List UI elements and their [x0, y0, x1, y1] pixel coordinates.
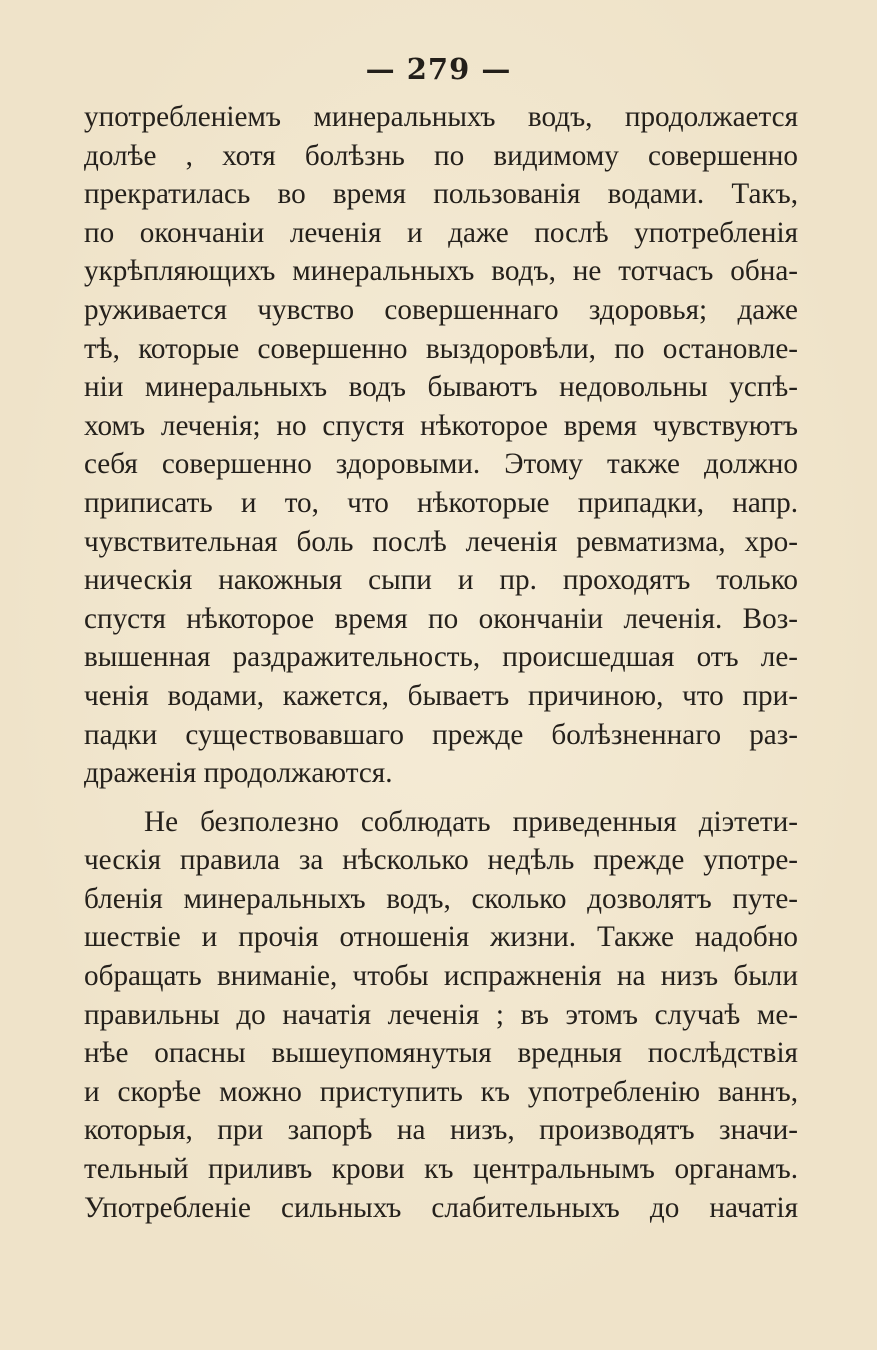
text-line: вышенная раздражительность, происшедшая отъ ле- [84, 641, 798, 674]
text-line: хомъ леченія; но спустя нѣкоторое время чувствуютъ [84, 409, 798, 442]
page-number: — 279 — [365, 52, 512, 86]
text-line: обращать вниманіе, чтобы испражненія на низъ были [84, 960, 798, 993]
text-line: укрѣпляющихъ минеральныхъ водъ, не тотчасъ обна- [84, 255, 798, 288]
text-line: шествіе и прочія отношенія жизни. Также надобно [84, 921, 798, 954]
text-line: ніи минеральныхъ водъ бываютъ недовольны успѣ- [84, 371, 798, 404]
text-line: драженія продолжаются. [84, 757, 393, 790]
text-line: ническія накожныя сыпи и пр. проходятъ только [84, 564, 798, 597]
text-line: спустя нѣкоторое время по окончаніи леченія. Воз- [84, 602, 798, 635]
text-line: которыя, при запорѣ на низъ, производятъ значи- [84, 1114, 798, 1147]
text-line: ченія водами, кажется, бываетъ причиною, что при- [84, 679, 798, 712]
text-line: тельный приливъ крови къ центральнымъ органамъ. [84, 1153, 798, 1186]
text-line: правильны до начатія леченія ; въ этомъ случаѣ ме- [84, 998, 798, 1031]
text-line: и скорѣе можно приступить къ употребленію ваннъ, [84, 1075, 798, 1108]
text-line: Не безполезно соблюдать приведенныя діэтети- [144, 805, 798, 838]
paragraph-1 [84, 98, 798, 793]
text-line: руживается чувство совершеннаго здоровья; даже [84, 293, 798, 326]
text-line: по окончаніи леченія и даже послѣ употребленія [84, 216, 798, 249]
text-line: падки существовавшаго прежде болѣзненнаго раз- [84, 718, 798, 751]
paragraph-gap [84, 793, 798, 803]
text-line: ческія правила за нѣсколько недѣль прежде употре- [84, 844, 798, 877]
text-line: приписать и то, что нѣкоторые припадки, напр. [84, 486, 798, 519]
text-line: прекратилась во время пользованія водами. Такъ, [84, 178, 798, 211]
body-text [84, 98, 798, 1227]
text-line: Употребленіе сильныхъ слабительныхъ до начатія [84, 1191, 798, 1224]
text-line: тѣ, которые совершенно выздоровѣли, по остановле- [84, 332, 798, 365]
text-line: себя совершенно здоровыми. Этому также должно [84, 448, 798, 481]
text-line: употребленіемъ минеральныхъ водъ, продолжается [84, 101, 798, 133]
text-line: чувствительная боль послѣ леченія ревматизма, хро- [84, 525, 798, 558]
paragraph-2 [84, 803, 798, 1228]
text-line: нѣе опасны вышеупомянутыя вредныя послѣдствія [84, 1037, 798, 1070]
text-line: долѣе , хотя болѣзнь по видимому совершенно [84, 139, 798, 172]
text-line: бленія минеральныхъ водъ, сколько дозволятъ путе- [84, 882, 798, 915]
